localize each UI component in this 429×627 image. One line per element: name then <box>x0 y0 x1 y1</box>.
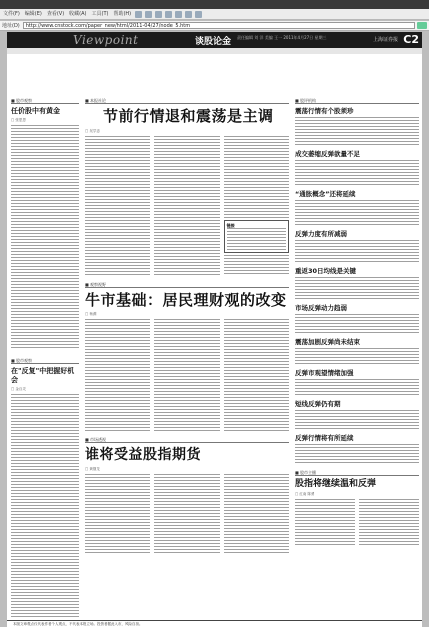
search-icon[interactable] <box>185 11 192 18</box>
text-column <box>295 499 355 547</box>
brief-body <box>295 160 419 187</box>
brief-headline[interactable]: 成交萎缩反弹欲量不足 <box>295 150 360 158</box>
footer-disclaimer: 本版文章观点仅代表作者个人观点，不代表本报立场。投资者据此入市，风险自担。 <box>13 622 143 626</box>
article-body <box>85 474 289 554</box>
article-headline[interactable]: 谁将受益股指期货 <box>85 447 201 463</box>
menu-edit[interactable]: 编辑(E) <box>24 11 42 17</box>
middle-column <box>85 98 289 554</box>
brief-headline[interactable]: 反弹市观望情绪加强 <box>295 369 354 377</box>
byline: □ 红南 陈勇 <box>295 492 315 496</box>
text-column <box>224 255 289 275</box>
article-body <box>11 394 79 618</box>
address-bar <box>0 21 429 31</box>
text-column <box>224 474 289 554</box>
section-tag: ■ 股市观察 <box>11 98 79 104</box>
article-headline[interactable]: 任价股中有黄金 <box>11 107 60 115</box>
menu-help[interactable]: 帮助(H) <box>113 11 132 17</box>
text-column <box>85 136 150 276</box>
page-footer <box>7 620 422 627</box>
brief-headline[interactable]: “通胀概念”还将延续 <box>295 190 356 198</box>
brief-body <box>295 277 419 301</box>
brief-body <box>295 117 419 147</box>
address-label: 地址(D) <box>2 23 20 29</box>
text-column <box>224 319 289 431</box>
left-column <box>11 98 79 618</box>
menu-favorites[interactable]: 收藏(A) <box>69 11 87 17</box>
brief-headline[interactable]: 反弹力度有所减弱 <box>295 230 347 238</box>
masthead-script: Viewpoint <box>73 33 139 47</box>
lead-headline[interactable]: 节前行情退和震荡是主调 <box>103 107 274 125</box>
menu-view[interactable]: 查看(V) <box>46 11 65 17</box>
byline: □ 黄继龙 <box>85 467 100 471</box>
text-column <box>154 136 219 276</box>
brief-body <box>295 444 419 465</box>
brief-body <box>295 379 419 397</box>
masthead-bar <box>7 48 422 54</box>
text-column <box>359 499 419 547</box>
byline: □ 金百灵 <box>11 387 26 391</box>
brief-body <box>295 410 419 431</box>
brief-body <box>295 240 419 264</box>
byline: □ 张思思 <box>11 118 26 122</box>
article-body <box>85 319 289 431</box>
article-body <box>295 499 419 547</box>
forward-icon[interactable] <box>145 11 152 18</box>
section-tag: ■ 观察视野 <box>85 282 289 288</box>
link-box <box>224 220 289 253</box>
brief-body <box>295 348 419 366</box>
refresh-icon[interactable] <box>165 11 172 18</box>
article-headline[interactable]: 牛市基础：居民理财观的改变 <box>85 291 287 309</box>
text-column <box>154 319 219 431</box>
brief-body <box>295 314 419 335</box>
brief-headline[interactable]: 震荡加剧反弹尚未结束 <box>295 338 360 346</box>
home-icon[interactable] <box>175 11 182 18</box>
text-column <box>224 136 289 218</box>
stop-icon[interactable] <box>155 11 162 18</box>
brief-body <box>295 200 419 227</box>
section-tag: ■ 股评机构 <box>295 98 419 104</box>
link-box-body <box>227 228 286 250</box>
lead-article-body <box>85 136 289 276</box>
brief-headline[interactable]: 短线反弹仍有期 <box>295 400 341 408</box>
masthead <box>7 32 422 48</box>
section-title: 谈股论金 <box>195 37 232 47</box>
back-icon[interactable] <box>135 11 142 18</box>
article-body <box>11 125 79 350</box>
menu-file[interactable]: 文件(F) <box>3 11 20 17</box>
section-tag: ■ 本报社论 <box>85 98 289 104</box>
brief-headline[interactable]: 震荡行情有个股须珍 <box>295 107 354 115</box>
article-headline[interactable]: 股指将继续温和反弹 <box>295 479 377 489</box>
byline: □ 吴学忠 <box>85 129 100 133</box>
section-tag: ■ 市场透视 <box>85 437 289 443</box>
brief-headline[interactable]: 重返30日均线是关键 <box>295 267 357 275</box>
byline: □ 杨溯 <box>85 312 97 316</box>
article-headline[interactable]: 在"反复"中把握好机会 <box>11 367 75 384</box>
browser-menubar <box>0 9 429 20</box>
right-column <box>295 98 419 547</box>
section-tag: ■ 股市观察 <box>11 358 79 364</box>
menu-tools[interactable]: 工具(T) <box>91 11 109 17</box>
brief-headline[interactable]: 反弹行情将有所延续 <box>295 434 354 442</box>
favorites-icon[interactable] <box>195 11 202 18</box>
go-button[interactable] <box>417 22 427 29</box>
section-tag: ■ 股市主播 <box>295 470 419 476</box>
masthead-info: 责任编辑 刘 洋 美编 王一 2011年4月27日 星期三 <box>237 35 327 40</box>
text-column <box>154 474 219 554</box>
brief-headline[interactable]: 市场反弹动力趋弱 <box>295 304 347 312</box>
page-number: C2 <box>403 33 419 46</box>
paper-name: 上海证券报 <box>372 37 398 43</box>
link-box-title: 链接 <box>226 223 235 228</box>
newspaper-page <box>7 32 422 627</box>
address-input[interactable]: http://www.cnstock.com/paper_new/html/2011-04/27/node_5.htm <box>23 22 415 29</box>
text-column <box>85 474 150 554</box>
text-column <box>85 319 150 431</box>
window-titlebar <box>0 0 429 9</box>
